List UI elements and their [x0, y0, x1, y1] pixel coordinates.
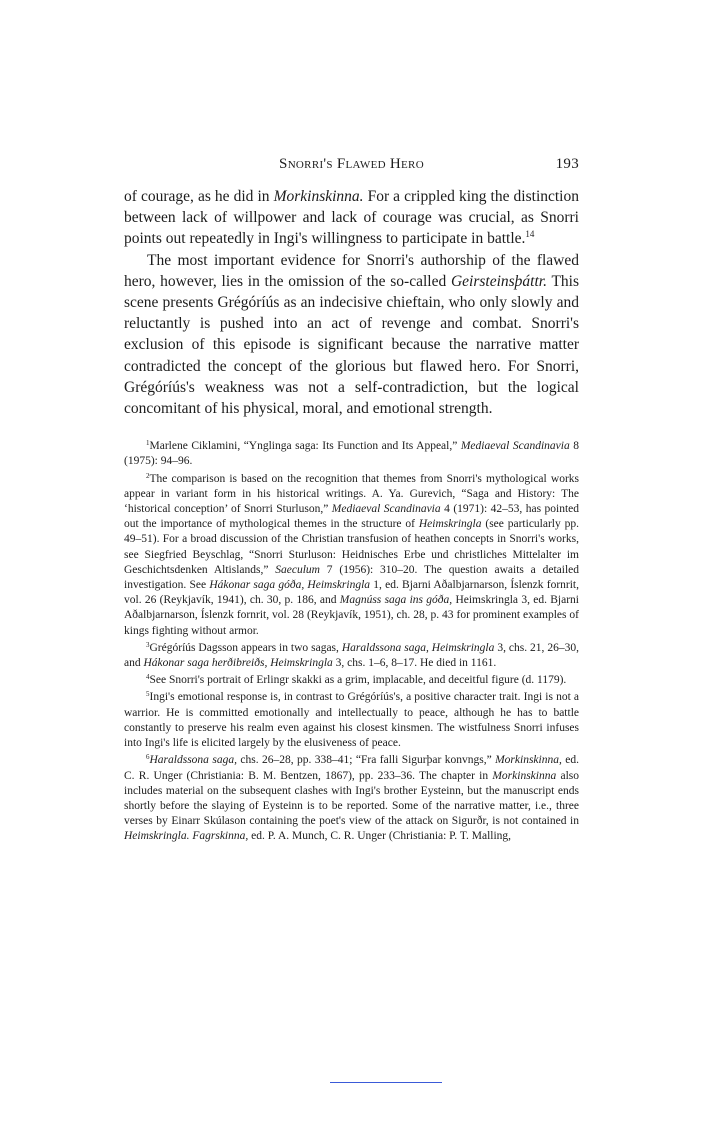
footnotes [124, 439, 579, 844]
paragraph-2: The most important evidence for Snorri's authorship of the flawed hero, however, lies in the omission of the so-called Geirsteinsþáttr. This scene presents Grégóríús as an indecisive chieftain, who only slowly and reluctantly is pushed into an act of revenge and combat. Snorri's exclusion of this episode is significant because the narrative matter contradicted the concept of the glorious but flawed hero. For Snorri, Grégóríús's weakness was not a self-contradiction, but the logical concomitant of his physical, moral, and emotional strength. [124, 251, 579, 418]
body-text [124, 186, 579, 419]
footnote-3: $^3$Grégóríús Dagsson appears in two sagas, Haraldssona saga, Heimskringla 3, chs. 21, 26–30, and Hákonar saga herðibreiðs, Heimskringla 3, chs. 1–6, 8–17. He died in 1161. [124, 640, 579, 670]
footnote-4: $^4$See Snorri's portrait of Erlingr skakki as a grim, implacable, and deceitful figure (d. 1179). [146, 673, 567, 687]
paragraph-1: of courage, as he did in Morkinskinna. For a crippled king the distinction between lack of willpower and lack of courage was crucial, as Snorri points out repeatedly in Ingi's willingness to participate in battle.$^{14}$ [124, 188, 579, 248]
running-header [124, 152, 579, 174]
footnote-2: $^2$The comparison is based on the recognition that themes from Snorri's mythological works appear in variant form in his historical writings. A. Ya. Gurevich, “Saga and History: The ‘historical conception’ of Snorri Sturluson,” Mediaeval Scandinavia 4 (1971): 42–53, has pointed out the importance of mythological themes in the structure of Heimskringla (see particularly pp. 49–51). For a broad discussion of the Christian transfusion of heathen concepts in Snorri's works, see Siegfried Beyschlag, “Snorri Sturluson: Heidnisches Erbe und christliches Mittelalter im Geschichtsdenken Altislands,” Saeculum 7 (1956): 310–20. The question awaits a detailed investigation. See Hákonar saga góða, Heimskringla 1, ed. Bjarni Aðalbjarnarson, Íslenzk fornrit, vol. 26 (Reykjavík, 1941), ch. 30, p. 186, and Magnúss saga ins góða, Heimskringla 3, ed. Bjarni Aðalbjarnarson, Íslenzk fornrit, vol. 28 (Reykjavík, 1951), ch. 28, p. 43 for prominent examples of kings fighting without armor. [124, 471, 580, 637]
footnote-ref-14: 14 [525, 229, 535, 240]
page [124, 152, 579, 847]
page-number: 193 [555, 156, 579, 172]
footnote-5: $^5$Ingi's emotional response is, in contrast to Grégóríús's, a positive character trait. Ingi is not a warrior. He is committed emotionally and intellectually to peace, although he has to battle constantly to preserve his realm even against his closest kinsmen. The wistfulness Snorri infuses into Ingi's life is elicited largely by the elusiveness of peace. [124, 690, 579, 750]
footnote-1: $^1$Marlene Ciklamini, “Ynglinga saga: Its Function and Its Appeal,” Mediaeval Scandinavia 8 (1975): 94–96. [124, 439, 579, 468]
footer-rule [330, 1082, 442, 1083]
running-head-title: Snorri's Flawed Hero [279, 156, 424, 172]
footnote-6: $^6$Haraldssona saga, chs. 26–28, pp. 338–41; “Fra falli Sigurþar konvngs,” Morkinskinna, ed. C. R. Unger (Christiania: B. M. Bentzen, 1867), pp. 233–36. The chapter in Morkinskinna also includes material on the subsequent clashes with Ingi's brother Eysteinn, but the manuscript ends shortly before the slaying of Eysteinn is to be reported. Some of the narrative matter, i.e., three verses by Einarr Skúlason containing the poet's view of the attack on Sigurðr, is not contained in Heimskringla. Fagrskinna, ed. P. A. Munch, C. R. Unger (Christiania: P. T. Malling, [124, 753, 580, 843]
